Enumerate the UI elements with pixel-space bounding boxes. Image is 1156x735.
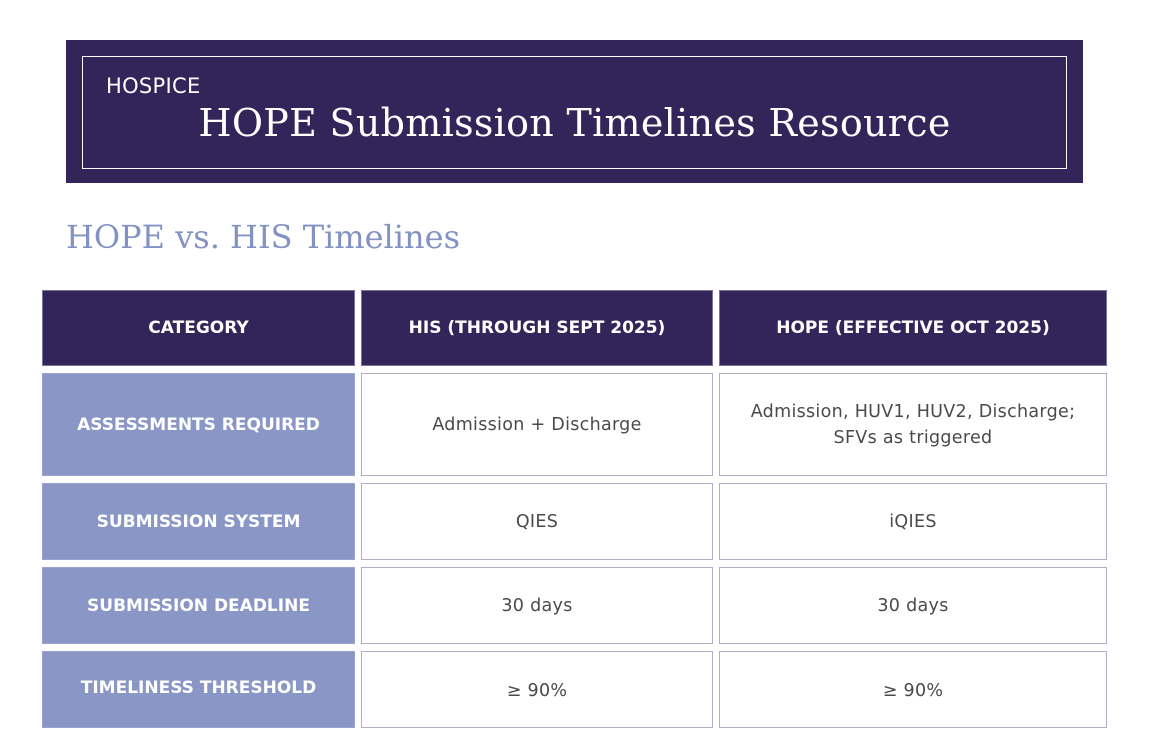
table-row: [42, 373, 1107, 476]
header-cell-category: CATEGORY: [42, 290, 355, 366]
header-cell-his: HIS (THROUGH SEPT 2025): [361, 290, 713, 366]
banner-kicker: HOSPICE: [106, 74, 201, 98]
his-value: ≥ 90%: [361, 651, 713, 728]
his-value: 30 days: [361, 567, 713, 644]
section-title: HOPE vs. HIS Timelines: [66, 218, 460, 256]
row-label: SUBMISSION DEADLINE: [42, 567, 355, 644]
table-row: [42, 567, 1107, 644]
row-label: ASSESSMENTS REQUIRED: [42, 373, 355, 476]
header-cell-hope: HOPE (EFFECTIVE OCT 2025): [719, 290, 1107, 366]
hope-value: Admission, HUV1, HUV2, Discharge; SFVs as triggered: [719, 373, 1107, 476]
his-value: QIES: [361, 483, 713, 560]
table-row: [42, 651, 1107, 728]
row-label: SUBMISSION SYSTEM: [42, 483, 355, 560]
hope-value: ≥ 90%: [719, 651, 1107, 728]
his-value: Admission + Discharge: [361, 373, 713, 476]
row-label: TIMELINESS THRESHOLD: [42, 651, 355, 728]
page-title: HOPE Submission Timelines Resource: [198, 101, 951, 145]
table-header-row: [42, 290, 1107, 366]
hope-value: iQIES: [719, 483, 1107, 560]
comparison-table: [42, 290, 1107, 735]
header-banner: [66, 40, 1083, 183]
hope-value: 30 days: [719, 567, 1107, 644]
table-row: [42, 483, 1107, 560]
banner-frame: [82, 56, 1067, 169]
